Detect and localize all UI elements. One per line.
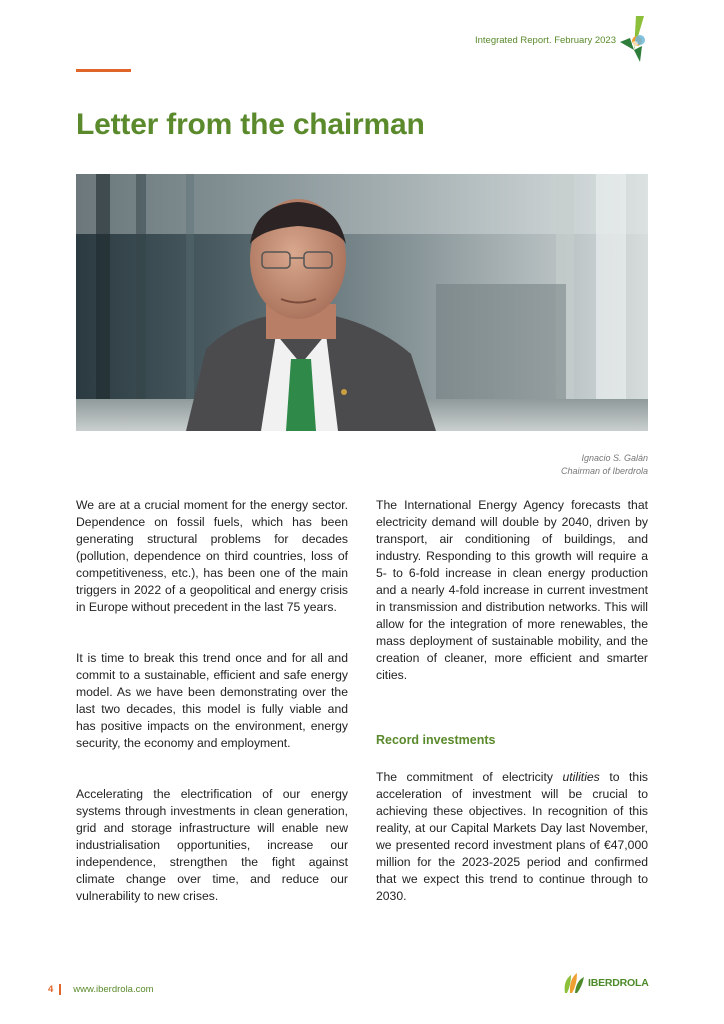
- page-number: 4: [48, 984, 54, 995]
- paragraph: Accelerating the electrification of our energy systems through investments in clean generation, grid and storage infrastructure will enable new industrialisation opportunities, increase our independence, strengthen the fight against climate change over time, and reduce our vulnerability to new crises.: [76, 787, 348, 903]
- footer: [48, 984, 154, 995]
- chairman-portrait-photo: [76, 174, 648, 431]
- paragraph-text: to this acceleration of investment will be crucial to achieving these objectives. In recognition of this reality, at our Capital Markets Day last November, we presented record investment plans of €47,000 million for the 2023-2025 period and confirmed that we expect this trend to continue through to 2030.: [376, 770, 649, 903]
- iberdrola-logo: [563, 973, 649, 993]
- iberdrola-leaves-icon: [563, 973, 585, 993]
- right-column: [376, 497, 648, 905]
- caption-name: Ignacio S. Galán: [581, 453, 648, 463]
- paragraph-text: The commitment of electricity: [376, 770, 563, 784]
- chairman-portrait: [76, 174, 648, 431]
- paragraph: [376, 769, 648, 905]
- left-column: [76, 497, 348, 905]
- footer-url-link[interactable]: www.iberdrola.com: [73, 984, 154, 995]
- photo-caption: [561, 452, 648, 478]
- page-title: Letter from the chairman: [76, 108, 425, 141]
- paragraph-italic: utilities: [562, 770, 600, 784]
- paragraph: The International Energy Agency forecasts that electricity demand will double by 2040, driven by transport, air conditioning of buildings, and industry. Responding to this growth will require a 5- to 6-fold increase in clean energy production and a nearly 4-fold increase in current investment in transmission and distribution networks. This will allow for the integration of more renewables, the mass deployment of sustainable mobility, and the creation of cleaner, more efficient and smarter cities.: [376, 498, 648, 682]
- iberdrola-leaf-icon: [620, 16, 650, 62]
- caption-role: Chairman of Iberdrola: [560, 466, 648, 476]
- report-title: Integrated Report. February 2023: [474, 35, 616, 46]
- title-accent-bar: [76, 69, 131, 72]
- brand-name: IBERDROLA: [588, 977, 649, 989]
- paragraph: We are at a crucial moment for the energy sector. Dependence on fossil fuels, which has been generating structural problems for decades (pollution, dependence on third countries, loss of competitiveness, etc.), has been one of the main triggers in 2022 of a geopolitical and energy crisis in Europe without precedent in the last 75 years.: [76, 498, 348, 614]
- paragraph: It is time to break this trend once and for all and commit to a sustainable, efficient and safe energy model. As we have been demonstrating over the last two decades, this model is fully viable and has positive impacts on the environment, energy security, the economy and employment.: [76, 651, 348, 750]
- page-separator: [59, 984, 61, 995]
- section-heading: Record investments: [376, 733, 496, 747]
